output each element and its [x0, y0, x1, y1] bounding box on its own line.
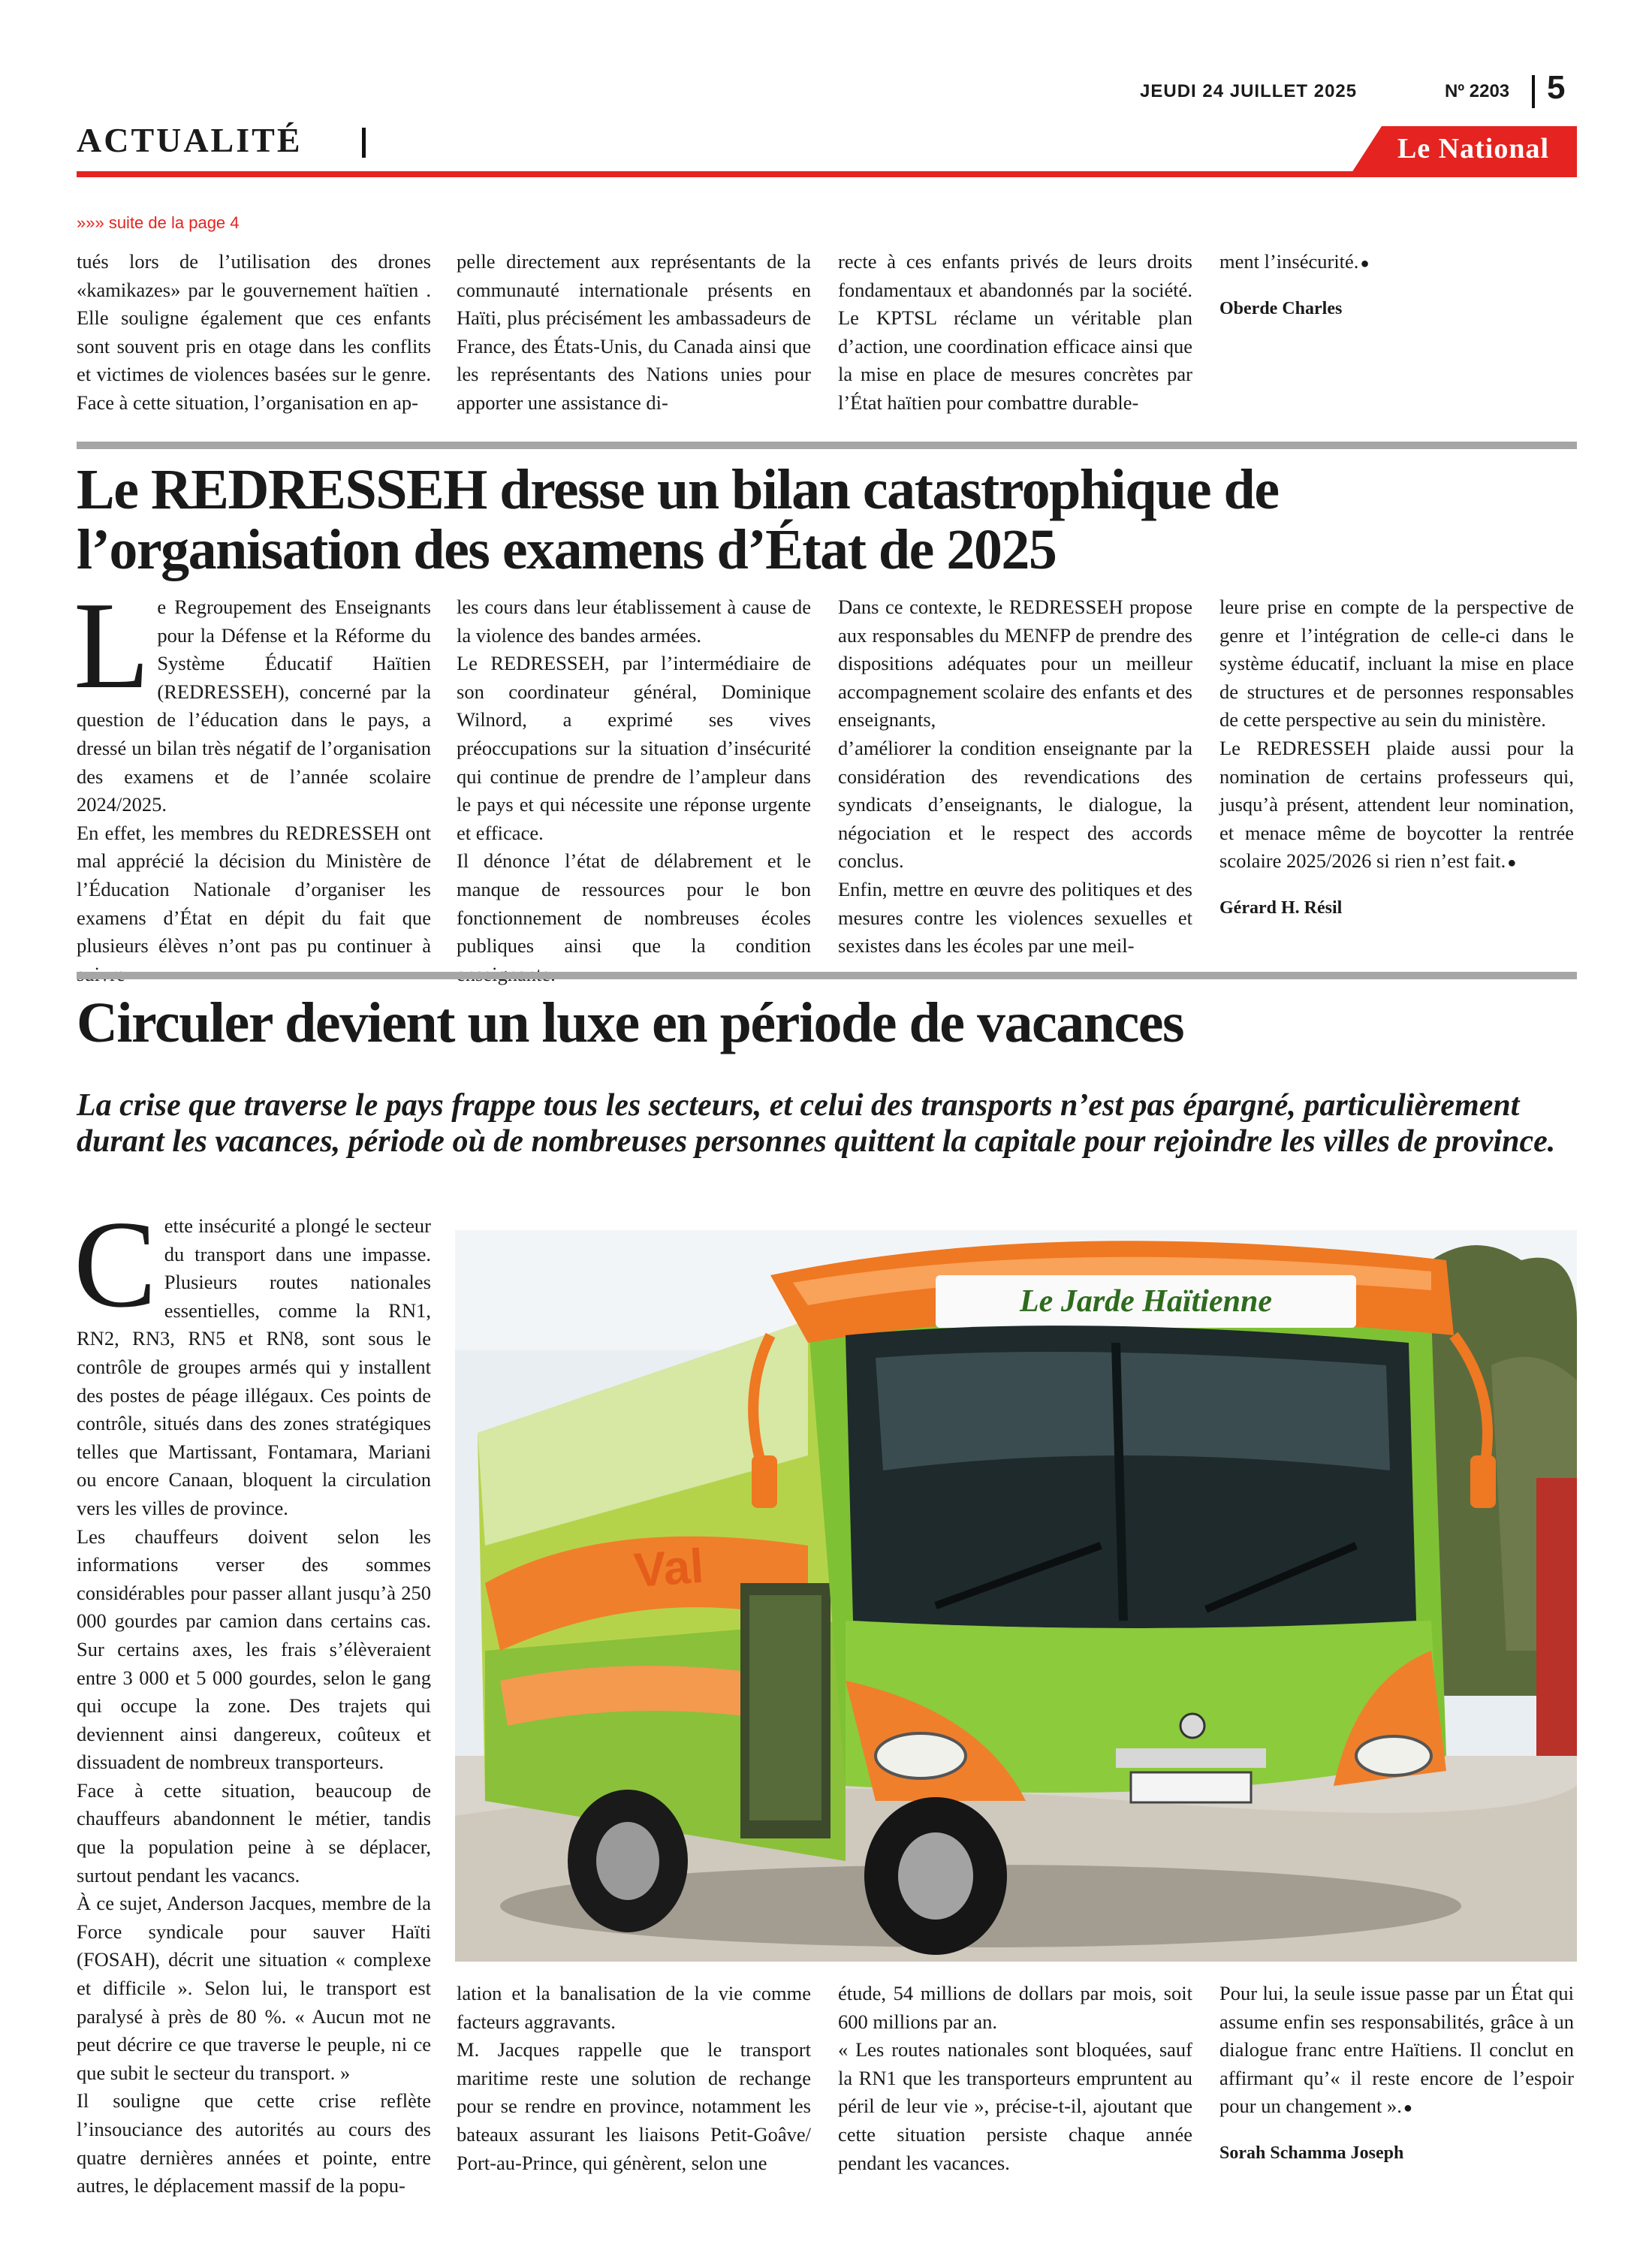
article3-column-2: [457, 1980, 811, 2177]
article3-column-1: [74, 1195, 431, 2200]
bus-photo: [455, 1230, 1577, 1962]
article1-text: pelle directement aux représentants de la communauté internationale présents en Haïti, plus précisément les ambassadeurs de France, des États-Unis, du Canada ainsi que les représentants des Nations unies pour apporter une assistance di-: [457, 250, 811, 414]
article2-text: Le REDRESSEH, par l’intermédiaire de son coordinateur général, Dominique Wilnord, a exprimé ses vives préoccupations sur la situation d’insécurité qui continue de prendre de l’ampleur dans le pays et qui nécessite une réponse urgente et efficace.: [457, 652, 811, 844]
article1-text: recte à ces enfants privés de leurs droits fondamentaux et abandonnés par la société. Le KPTSL réclame un véritable plan d’action, une coordination efficace ainsi que la mise en place de mesures concrètes par l’État haïtien pour combattre durable-: [838, 250, 1192, 414]
article3-dropcap: C: [74, 1195, 157, 1333]
bus-destination-sign: Le Jarde Haïtienne: [1020, 1284, 1272, 1319]
issue-number: Nº 2203: [1445, 81, 1510, 101]
article2-text: leure prise en compte de la perspective de genre et l’intégration de celle-ci dans le système éducatif, incluant la mise en place de structures et de personnes responsables de cette perspective au sein du ministère.: [1219, 596, 1574, 731]
article1-column-2: [457, 248, 811, 418]
article3-column-4: [1219, 1980, 1574, 2168]
article3-deck: La crise que traverse le pays frappe tous les secteurs, et celui des transports n’est pas épargné, particulièrement durant les vacances, période où de nombreuses personnes quittent la capitale pour rejoindre les villes de province.: [77, 1088, 1556, 1159]
article3-text: Pour lui, la seule issue passe par un État qui assume enfin ses responsabilités, grâce à un dialogue franc entre Haïtiens. Il conclut en affirmant qu’« il reste encore de l’espoir pour un changement ». ●: [1219, 1980, 1574, 2123]
section-divider: [362, 128, 366, 158]
article1-text: tués lors de l’utilisation des drones «kamikazes» par le gouvernement haïtien . Elle souligne également que ces enfants sont souvent pris en otage dans les conflits et victimes de violences basées sur le genre. Face à cette situation, l’organisation en ap-: [77, 250, 431, 414]
page-number: 5: [1547, 69, 1566, 106]
article2-text: Enfin, mettre en œuvre des politiques et des mesures contre les violences sexuelles et sexistes dans les écoles par une meil-: [838, 877, 1192, 958]
article2-headline: [77, 460, 1577, 580]
article-divider: [77, 972, 1577, 979]
section-title: ACTUALITÉ: [77, 121, 303, 159]
article2-column-2: [457, 593, 811, 988]
article2-dropcap: L: [74, 576, 150, 714]
svg-text:Val: Val: [632, 1538, 706, 1597]
article3-text: Il souligne que cette crise reflète l’insouciance des autorités au cours des quatre dernières années et pointe, entre autres, le déplacement massif de la popu-: [77, 2089, 431, 2197]
article1-author: Oberde Charles: [1219, 298, 1343, 318]
article1-column-1: [77, 248, 431, 418]
article3-text: À ce sujet, Anderson Jacques, membre de la Force syndicale pour sauver Haïti (FOSAH), décrit une situation « complexe et difficile ». Selon lui, le transport est paralysé à près de 80 %. « Aucun mot ne peut décrire ce que traverse le peuple, ni ce que subit le secteur du transport. »: [77, 1892, 431, 2084]
article2-headline-line1: Le REDRESSEH dresse un bilan catastrophique de: [77, 458, 1279, 521]
article2-text: d’améliorer la condition enseignante par la considération des revendications des syndicats d’enseignants, le dialogue, la négociation et le respect des accords conclus.: [838, 736, 1192, 873]
article-divider: [77, 442, 1577, 449]
article3-text: Face à cette situation, beaucoup de chauffeurs abandonnent le métier, tandis que la population peine à se déplacer, surtout pendant les vacancs.: [77, 1778, 431, 1887]
article2-column-3: [838, 593, 1192, 961]
article3-headline: Circuler devient un luxe en période de vacances: [77, 991, 1184, 1054]
newspaper-name: Le National: [1397, 133, 1550, 164]
article3-text: Les chauffeurs doivent selon les informations verser des sommes considérables pour passer allant jusqu’à 250 000 gourdes par camion dans certains cas. Sur certains axes, les frais s’élèveraient entre 3 000 et 5 000 gourdes, selon le gang qui occupe la zone. Des trajets qui deviennent ainsi dangereux, coûteux et dissuadent de nombreux transporteurs.: [77, 1525, 431, 1774]
article2-text: Il dénonce l’état de délabrement et le manque de ressources pour le bon fonctionnement de nombreuses écoles publiques ainsi que la condition: [457, 849, 811, 958]
article1-column-4: [1219, 248, 1574, 323]
article2-author: Gérard H. Résil: [1219, 897, 1343, 918]
article3-text: lation et la banalisation de la vie comme facteurs aggravants.: [457, 1982, 811, 2033]
article2-text: Dans ce contexte, le REDRESSEH propose aux responsables du MENFP de prendre des dispositions adéquates pour un meilleur accompagnement scolaire des enfants et des enseignants,: [838, 596, 1192, 731]
article2-text: Le REDRESSEH plaide aussi pour la nomination de certains professeurs qui, jusqu’à présent, attendent leur nomination, et menace même de boycotter la rentrée scolaire 2025/2026 si rien n’est fait. ●: [1219, 734, 1574, 878]
article3-text: « Les routes nationales sont bloquées, sauf la RN1 que les transporteurs empruntent au péril de leur vie », précise-t-il, ajoutant que cette situation persiste chaque année pendant les vacances.: [838, 2038, 1192, 2174]
article2-text: e Regroupement des Enseignants pour la Défense et la Réforme du Système Éducatif Haïtien (REDRESSEH), concerné par la question de l’éducation dans le pays, a dressé un bilan très négatif de l’organisation des examens et de l’année scolaire 2024/2025.: [77, 596, 431, 816]
header-rule: [77, 171, 1577, 177]
article2-headline-line2: l’organisation des examens d’État de 2025: [77, 518, 1057, 581]
article3-author: Sorah Schamma Joseph: [1219, 2143, 1404, 2163]
continued-from-label: »»» suite de la page 4: [77, 213, 240, 232]
article2-column-4: [1219, 593, 1574, 923]
article3-column-3: [838, 1980, 1192, 2177]
article2-text: les cours dans leur établissement à cause de la violence des bandes armées.: [457, 596, 811, 647]
header-divider: [1532, 75, 1535, 108]
issue-date: JEUDI 24 JUILLET 2025: [1140, 81, 1358, 101]
article2-text: En effet, les membres du REDRESSEH ont mal apprécié la décision du Ministère de l’Éducation Nationale d’organiser les examens d’État en dépit du fait que plusieurs élèves n’ont pas pu continuer à: [77, 821, 431, 958]
article3-text: ette insécurité a plongé le secteur du transport dans une impasse. Plusieurs routes nationales essentielles, comme la RN1, RN2, RN3, RN5 et RN8, sont sous le contrôle de groupes armés qui y installent des postes de péage illégaux. Ces points de contrôle, situés dans des zones stratégiques telles que Martissant, Fontamara, Mariani ou encore Canaan, bloquent la circulation vers les villes de province.: [77, 1214, 431, 1519]
article3-text: étude, 54 millions de dollars par mois, soit 600 millions par an.: [838, 1982, 1192, 2033]
article3-text: M. Jacques rappelle que le transport maritime reste une solution de rechange pour se rendre en province, notamment les bateaux assurant les liaisons Petit-Goâve/ Port-au-Prince, qui génèrent, selon une: [457, 2038, 811, 2174]
article2-column-1: [74, 576, 431, 988]
article1-column-3: [838, 248, 1192, 418]
article1-text: ment l’insécurité. ●: [1219, 248, 1574, 279]
